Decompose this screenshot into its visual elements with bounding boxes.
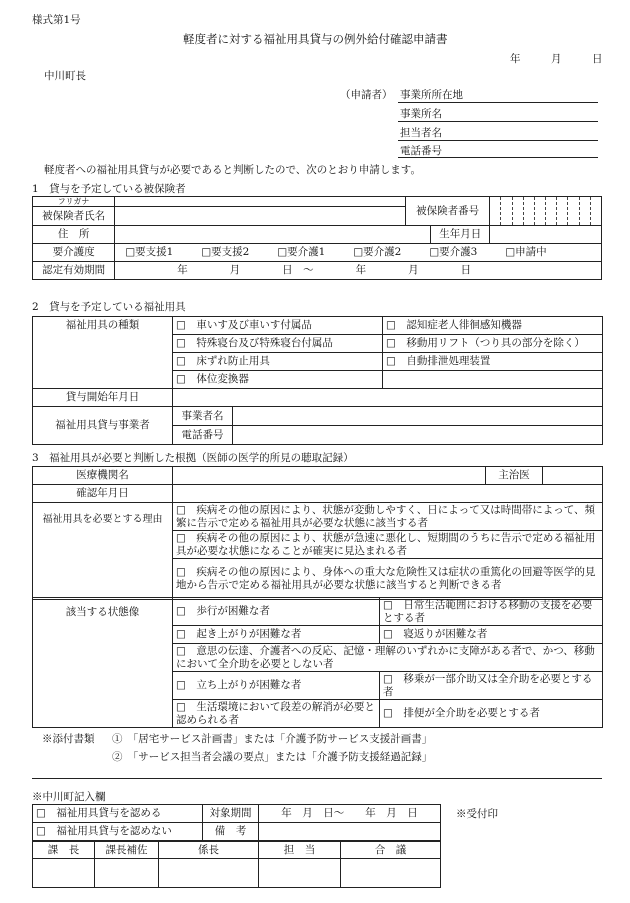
furigana-input[interactable]	[115, 197, 406, 207]
care-level-options	[115, 244, 602, 262]
form-number: 様式第1号	[32, 14, 81, 26]
insured-name-label: 被保険者氏名	[33, 207, 115, 226]
provider-name-input[interactable]	[233, 407, 603, 426]
form-title: 軽度者に対する福祉用具貸与の例外給付確認申請書	[183, 32, 448, 46]
state-label: 該当する状態像	[33, 598, 173, 728]
provider-label: 福祉用具貸与事業者	[33, 407, 173, 445]
validity-label: 認定有効期間	[33, 262, 115, 280]
birthdate-label: 生年月日	[431, 226, 490, 244]
stamp-staff-box[interactable]	[259, 859, 341, 888]
stamp-deputy-chief-label: 課長補佐	[95, 842, 159, 859]
state-defecation-checkbox[interactable]: □ 排便が全介助を必要とする者	[380, 700, 603, 728]
state-step-removal-checkbox[interactable]: □ 生活環境において段差の解消が必要と認められる者	[173, 700, 380, 728]
note-input[interactable]	[259, 823, 441, 841]
provider-phone-label: 電話番号	[173, 426, 233, 445]
address-label: 住 所	[33, 226, 115, 244]
stamp-staff-label: 担 当	[259, 842, 341, 859]
care-level-care2-checkbox[interactable]: □要介護2	[353, 246, 402, 258]
equipment-bedsore-checkbox[interactable]: □ 床ずれ防止用具	[173, 353, 383, 371]
applicant-person-label: 担当者名	[400, 127, 442, 139]
equipment-dementia-sensor-checkbox[interactable]: □ 認知症老人徘徊感知機器	[383, 317, 603, 335]
state-transfer-checkbox[interactable]: □ 移乗が一部介助又は全介助を必要とする者	[380, 672, 603, 700]
attachment-item-1: ① 「居宅サービス計画書」または「介護予防サービス支援計画書」	[112, 733, 433, 745]
stamp-subsection-chief-label: 係長	[159, 842, 259, 859]
care-level-label: 要介護度	[33, 244, 115, 262]
reason-rapid-deterioration-checkbox[interactable]: □ 疾病その他の原因により、状態が急速に悪化し、短期間のうちに告示で定める福祉用具が必要な状態になることが確実に見込まれる者	[173, 531, 603, 559]
section1-heading: 1 貸与を予定している被保険者	[32, 183, 186, 195]
medical-table	[32, 466, 603, 600]
equipment-type-label: 福祉用具の種類	[33, 317, 173, 389]
stamp-subsection-chief-box[interactable]	[159, 859, 259, 888]
birthdate-input[interactable]	[490, 226, 602, 244]
state-getting-up-checkbox[interactable]: □ 起き上がりが困難な者	[173, 626, 380, 644]
stamp-consultation-box[interactable]	[341, 859, 441, 888]
date-month-label: 月	[551, 53, 562, 65]
care-level-care3-checkbox[interactable]: □要介護3	[429, 246, 478, 258]
reason-label: 福祉用具を必要とする理由	[33, 503, 173, 600]
validity-period[interactable]: 年 月 日 ～ 年 月 日	[115, 262, 602, 280]
state-standing-up-checkbox[interactable]: □ 立ち上がりが困難な者	[173, 672, 380, 700]
date-year-label: 年	[510, 53, 521, 65]
equipment-excretion-checkbox[interactable]: □ 自動排泄処理装置	[383, 353, 603, 371]
doctor-input[interactable]	[543, 467, 603, 485]
insured-table	[32, 196, 602, 280]
care-level-support2-checkbox[interactable]: □要支援2	[201, 246, 250, 258]
insured-number-label: 被保険者番号	[405, 197, 489, 226]
state-communication-checkbox[interactable]: □ 意思の伝達、介護者への反応、記憶・理解のいずれかに支障がある者で、かつ、移動において全介助を必要としない者	[173, 644, 603, 672]
rental-start-input[interactable]	[173, 389, 603, 407]
reason-fluctuating-checkbox[interactable]: □ 疾病その他の原因により、状態が変動しやすく、日によって又は時間帯によって、頻繁に告示で定める福祉用具が必要な状態に該当する者	[173, 503, 603, 531]
equipment-special-bed-checkbox[interactable]: □ 特殊寝台及び特殊寝台付属品	[173, 335, 383, 353]
attachments-label: ※添付書類	[42, 733, 95, 745]
rental-start-label: 貸与開始年月日	[33, 389, 173, 407]
reason-danger-avoidance-checkbox[interactable]: □ 疾病その他の原因により、身体への重大な危険性又は症状の重篤化の回避等医学的見地から告示で定める福祉用具が必要な状態に該当すると判断できる者	[173, 559, 603, 600]
deny-checkbox[interactable]: □ 福祉用具貸与を認めない	[33, 823, 203, 841]
equipment-position-changer-checkbox[interactable]: □ 体位変換器	[173, 371, 383, 389]
care-level-pending-checkbox[interactable]: □申請中	[505, 246, 547, 258]
equipment-wheelchair-checkbox[interactable]: □ 車いす及び車いす付属品	[173, 317, 383, 335]
address-input[interactable]	[115, 226, 431, 244]
period-input[interactable]: 年 月 日～ 年 月 日	[259, 805, 441, 823]
provider-phone-input[interactable]	[233, 426, 603, 445]
approval-stamp-table	[32, 841, 441, 888]
insured-name-input[interactable]	[115, 207, 406, 226]
provider-name-label: 事業者名	[173, 407, 233, 426]
state-daily-movement-checkbox[interactable]: □ 日常生活範囲における移動の支援を必要とする者	[380, 598, 603, 626]
receipt-stamp-label: ※受付印	[456, 808, 498, 820]
stamp-deputy-chief-box[interactable]	[95, 859, 159, 888]
note-label: 備 考	[203, 823, 259, 841]
institution-input[interactable]	[173, 467, 543, 485]
care-level-support1-checkbox[interactable]: □要支援1	[125, 246, 174, 258]
date-day-label: 日	[592, 53, 603, 65]
stamp-consultation-label: 合 議	[341, 842, 441, 859]
section3-heading: 3 福祉用具が必要と判断した根拠（医師の医学的所見の聴取記録）	[32, 452, 354, 464]
town-decision-table	[32, 804, 441, 841]
confirm-date-input[interactable]	[173, 485, 603, 503]
approve-checkbox[interactable]: □ 福祉用具貸与を認める	[33, 805, 203, 823]
applicant-person-line[interactable]	[398, 140, 598, 141]
section2-heading: 2 貸与を予定している福祉用具	[32, 301, 186, 313]
state-table	[32, 597, 603, 728]
intro-text: 軽度者への福祉用具貸与が必要であると判断したので、次のとおり申請します。	[44, 164, 421, 176]
doctor-label: 主治医	[485, 467, 542, 484]
applicant-office-label: 事業所名	[400, 108, 442, 120]
state-turning-over-checkbox[interactable]: □ 寝返りが困難な者	[380, 626, 603, 644]
applicant-address-label: 事業所所在地	[400, 89, 463, 101]
state-walking-checkbox[interactable]: □ 歩行が困難な者	[173, 598, 380, 626]
equipment-lift-checkbox[interactable]: □ 移動用リフト（つり具の部分を除く）	[383, 335, 603, 353]
separator-line	[32, 778, 602, 779]
care-level-care1-checkbox[interactable]: □要介護1	[277, 246, 326, 258]
attachment-item-2: ② 「サービス担当者会議の要点」または「介護予防支援経過記録」	[112, 751, 433, 763]
equipment-empty-cell	[383, 371, 603, 389]
applicant-address-line[interactable]	[398, 102, 598, 103]
insured-number-input[interactable]	[490, 197, 602, 226]
applicant-phone-label: 電話番号	[400, 145, 442, 157]
stamp-section-chief-label: 課 長	[33, 842, 95, 859]
addressee: 中川町長	[44, 70, 86, 82]
confirm-date-label: 確認年月日	[33, 485, 173, 503]
applicant-office-line[interactable]	[398, 121, 598, 122]
equipment-table	[32, 316, 603, 445]
furigana-label: フリガナ	[33, 197, 115, 207]
institution-label: 医療機関名	[33, 467, 173, 485]
period-label: 対象期間	[203, 805, 259, 823]
applicant-phone-line[interactable]	[398, 157, 598, 158]
town-heading: ※中川町記入欄	[32, 791, 106, 803]
applicant-label: （申請者）	[340, 89, 393, 101]
stamp-section-chief-box[interactable]	[33, 859, 95, 888]
